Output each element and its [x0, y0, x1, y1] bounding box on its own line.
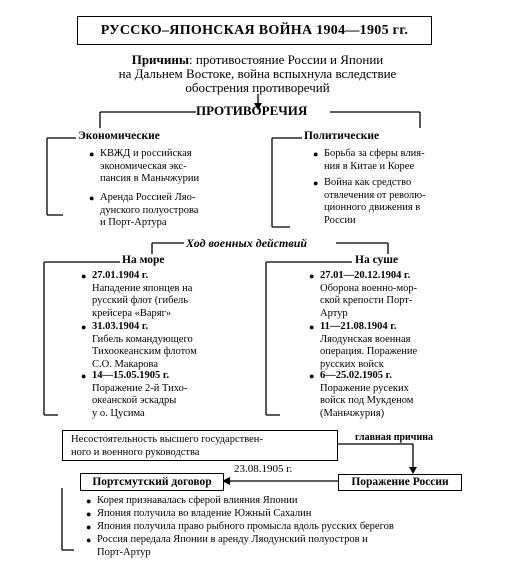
causes-line-1: : противостояние России и Японии [189, 52, 384, 67]
causes-line-2: на Дальнем Востоке, война вспыхнула вследствие [118, 66, 397, 81]
political-item: ● Борьба за сферы влия- ния в Китае и Корее [313, 148, 425, 172]
bullet-icon: ● [81, 371, 87, 381]
page-title: РУССКО–ЯПОНСКАЯ ВОЙНА 1904—1905 гг. [100, 23, 409, 38]
land-heading: На суше [355, 254, 399, 266]
treaty-term: ● Япония получила право рыбного промысла вдоль русских берегов [86, 521, 394, 532]
bullet-icon: ● [309, 271, 315, 281]
military-heading: Ход военных действий [186, 236, 308, 250]
bullet-icon: ● [309, 322, 315, 332]
failure-box [62, 430, 338, 461]
land-event: ● 11—21.08.1904 г. Ляодунская военная операция. Поражение русских войск [309, 321, 418, 370]
bullet-icon: ● [86, 509, 92, 519]
causes-line-3: обострения противоречий [185, 80, 330, 95]
bullet-icon: ● [313, 149, 319, 159]
defeat-label: Поражение России [351, 476, 449, 488]
political-item: ● Война как средство отвлечения от револю- ционного движения в России [313, 177, 426, 226]
treaty-term: ● Япония получила во владение Южный Сахалин [86, 508, 312, 519]
failure-text: Несостоятельность высшего государствен- ного и военного руководства [71, 434, 263, 458]
contradictions-heading: ПРОТИВОРЕЧИЯ [196, 103, 308, 118]
defeat-box [338, 474, 462, 491]
bullet-icon: ● [86, 496, 92, 506]
treaty-box [80, 473, 224, 491]
sea-heading: На море [122, 254, 165, 266]
land-event: ● 6—25.02.1905 г. Поражение русеких войск под Мукденом (Маньчжурия) [309, 370, 414, 419]
land-event: ● 27.01—20.12.1904 г. Оборона военно-мор- ской крепости Порт- Артур [309, 270, 418, 319]
economic-heading: Экономические [78, 130, 160, 142]
sea-event: ● 31.03.1904 г. Гибель командующего Тихоокеанским флотом С.О. Макарова [81, 321, 197, 370]
title-box [77, 16, 432, 45]
bullet-icon: ● [86, 522, 92, 532]
bullet-icon: ● [89, 193, 95, 203]
bullet-icon: ● [81, 271, 87, 281]
economic-item: ● КВЖД и российская экономическая экс- пансия в Маньчжурии [89, 148, 200, 184]
bullet-icon: ● [89, 149, 95, 159]
bullet-icon: ● [86, 535, 92, 545]
treaty-term: ● Корея признавалась сферой влияния Японии [86, 495, 298, 506]
political-heading: Политические [304, 130, 380, 142]
treaty-label: Портсмутский договор [92, 476, 212, 488]
treaty-term: ● Россия передала Японии в аренду Ляодунский полуостров и Порт-Артур [86, 534, 368, 558]
sea-event: ● 27.01.1904 г. Нападение японцев на русский флот (гибель крейсера «Варяг» [81, 270, 193, 319]
causes-block [50, 53, 465, 95]
bullet-icon: ● [313, 178, 319, 188]
sea-event: ● 14—15.05.1905 г. Поражение 2-й Тихо- океанской эскадры у о. Цусима [81, 370, 188, 419]
causes-label: Причины [131, 52, 190, 67]
treaty-date: 23.08.1905 г. [234, 463, 293, 475]
economic-item: ● Аренда Россией Ляо- дунского полуострова и Порт-Артура [89, 192, 199, 228]
main-cause-label: главная причина [355, 432, 433, 443]
bullet-icon: ● [81, 322, 87, 332]
bullet-icon: ● [309, 371, 315, 381]
